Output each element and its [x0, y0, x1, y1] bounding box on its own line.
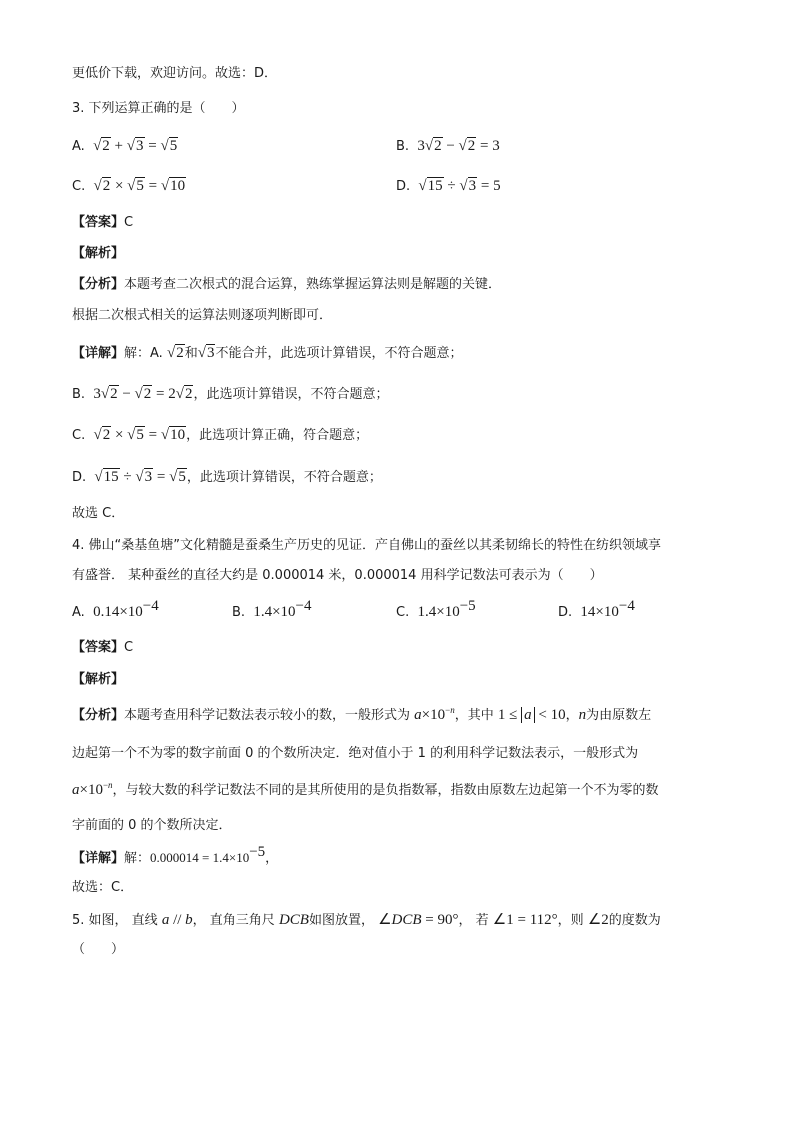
q4-fenxi-line3: $a\times 10^{-n}$，与较大数的科学记数法不同的是其所使用的是负指数幂，指数由原数左边起第一个不为零的数	[72, 780, 659, 798]
q3-option-d-math: √15 ÷ √3 = 5	[418, 178, 501, 194]
intro-line: 更低价下载，欢迎访问。故选：D．	[72, 66, 278, 81]
q4-options	[72, 598, 635, 623]
q4-answer: 【答案】C	[72, 640, 134, 655]
q3-conclusion: 故选 C．	[72, 506, 125, 521]
q3-option-a-math: √2 + √3 = √5	[93, 138, 178, 154]
q3-detail-b: B. 3√2 − √2 = 2√2，此选项计算错误，不符合题意；	[72, 386, 389, 402]
q4-option-c: C. $1.4\times 10^{-5}$	[396, 598, 476, 620]
q3-options-row1	[72, 136, 500, 157]
q3-options-row2	[72, 176, 501, 197]
q4-option-a: A. $0.14\times 10^{-4}$	[72, 598, 159, 620]
q3-option-c: C. √2 × √5 = √10	[72, 178, 186, 194]
q5-stem-line2: （ ）	[72, 942, 125, 957]
q3-option-d: D. √15 ÷ √3 = 5	[396, 178, 501, 194]
q3-answer: 【答案】C	[72, 215, 134, 230]
q3-option-a: A. √2 + √3 = √5	[72, 138, 178, 154]
q4-fenxi-line1: 【分析】本题考查用科学记数法表示较小的数，一般形式为 $a\times 10^{-n}$，其中 1 ≤ a < 10，n为由原数左	[72, 705, 652, 723]
q4-option-d: D. $14\times 10^{-4}$	[558, 598, 635, 620]
q3-detail-d: D. √15 ÷ √3 = √5，此选项计算错误，不符合题意；	[72, 469, 382, 485]
q3-detail-c: C. √2 × √5 = √10，此选项计算正确，符合题意；	[72, 427, 369, 443]
q5-stem-line1: 5. 如图， 直线 a // b， 直角三角尺 DCB如图放置， ∠DCB = 90°， 若 ∠1 = 112°，则 ∠2的度数为	[72, 912, 661, 928]
q3-method: 根据二次根式相关的运算法则逐项判断即可．	[72, 308, 333, 323]
q3-option-b-math: 3√2 − √2 = 3	[417, 138, 500, 154]
q3-option-c-math: √2 × √5 = √10	[93, 178, 186, 194]
q3-fenxi: 【分析】本题考查二次根式的混合运算，熟练掌握运算法则是解题的关键．	[72, 277, 502, 292]
q4-detail: 【详解】解：$0.000014 = 1.4\times 10^{-5}$，	[72, 844, 279, 866]
q4-conclusion: 故选：C．	[72, 880, 134, 895]
q4-analysis-header: 【解析】	[72, 672, 125, 687]
q4-fenxi-line4: 字前面的 0 的个数所决定．	[72, 818, 232, 833]
q4-stem-line1: 4. 佛山“桑基鱼塘”文化精髓是蚕桑生产历史的见证．产自佛山的蚕丝以其柔韧绵长的特性在纺织领域享	[72, 538, 662, 553]
q3-stem: 3. 下列运算正确的是（ ）	[72, 101, 245, 116]
q3-detail-a: 【详解】解：A. √2和√3不能合并，此选项计算错误，不符合题意；	[72, 345, 463, 361]
q4-option-b: B. $1.4\times 10^{-4}$	[232, 598, 312, 620]
q3-analysis-header: 【解析】	[72, 246, 125, 261]
q4-fenxi-line2: 边起第一个不为零的数字前面 0 的个数所决定．绝对值小于 1 的利用科学记数法表示，一般形式为	[72, 746, 639, 761]
q4-stem-line2: 有盛誉． 某种蚕丝的直径大约是 0.000014 米，0.000014 用科学记数法可表示为（ ）	[72, 568, 603, 583]
q3-option-b: B. 3√2 − √2 = 3	[396, 138, 500, 154]
